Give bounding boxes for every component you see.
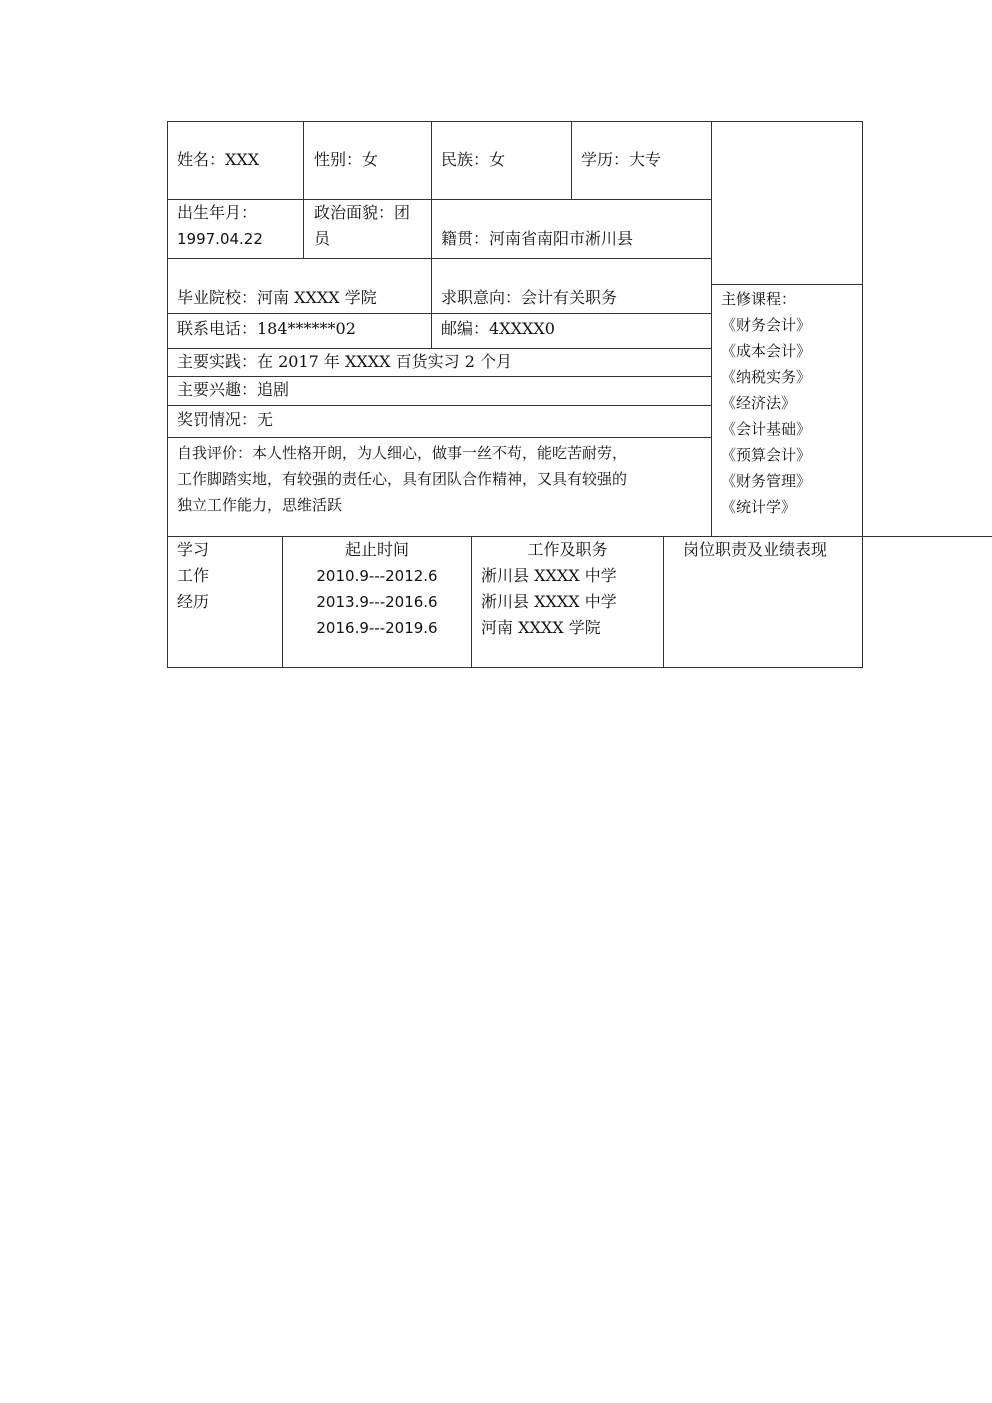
experience-label: 学习 — [177, 540, 210, 559]
name-field: 姓名：XXX — [177, 150, 260, 169]
phone-field: 联系电话：184******02 — [177, 319, 356, 338]
ethnicity-field: 民族：女 — [441, 150, 506, 169]
native-place-field: 籍贯：河南省南阳市淅川县 — [441, 229, 634, 248]
job-cell: 淅川县 XXXX 中学 — [481, 566, 617, 585]
political-label: 政治面貌：团 — [314, 203, 411, 222]
school-field: 毕业院校：河南 XXXX 学院 — [177, 288, 377, 307]
courses-title: 主修课程： — [721, 290, 797, 308]
education-field: 学历：大专 — [581, 150, 662, 169]
period-cell: 2016.9---2019.6 — [316, 619, 438, 637]
gender-field: 性别：女 — [314, 150, 379, 169]
self-eval-line: 工作脚踏实地，有较强的责任心，具有团队合作精神，又具有较强的 — [177, 470, 628, 488]
course-item: 《经济法》 — [721, 394, 797, 412]
self-eval-line: 独立工作能力，思维活跃 — [177, 496, 343, 514]
political-value: 员 — [314, 229, 331, 248]
postcode-field: 邮编：4XXXX0 — [441, 319, 555, 338]
experience-label: 工作 — [177, 566, 210, 585]
period-header: 起止时间 — [344, 540, 409, 559]
course-item: 《预算会计》 — [721, 446, 812, 464]
job-cell: 河南 XXXX 学院 — [481, 618, 601, 637]
duty-header: 岗位职责及业绩表现 — [683, 540, 828, 559]
job-header: 工作及职务 — [527, 540, 608, 559]
hobby-field: 主要兴趣：追剧 — [177, 380, 290, 399]
practice-field: 主要实践：在 2017 年 XXXX 百货实习 2 个月 — [177, 352, 512, 371]
course-item: 《财务会计》 — [721, 316, 812, 334]
birth-label: 出生年月： — [177, 203, 258, 222]
course-item: 《成本会计》 — [721, 342, 812, 360]
period-cell: 2010.9---2012.6 — [316, 567, 438, 585]
birth-value: 1997.04.22 — [177, 230, 263, 248]
course-item: 《纳税实务》 — [721, 368, 812, 386]
experience-label: 经历 — [177, 592, 210, 611]
course-item: 《会计基础》 — [721, 420, 812, 438]
period-cell: 2013.9---2016.6 — [316, 593, 438, 611]
job-intent-field: 求职意向：会计有关职务 — [441, 288, 618, 307]
self-eval-line: 自我评价：本人性格开朗，为人细心，做事一丝不苟，能吃苦耐劳， — [177, 444, 628, 462]
job-cell: 淅川县 XXXX 中学 — [481, 592, 617, 611]
course-item: 《财务管理》 — [721, 472, 812, 490]
awards-field: 奖罚情况：无 — [177, 410, 274, 429]
course-item: 《统计学》 — [721, 498, 797, 516]
